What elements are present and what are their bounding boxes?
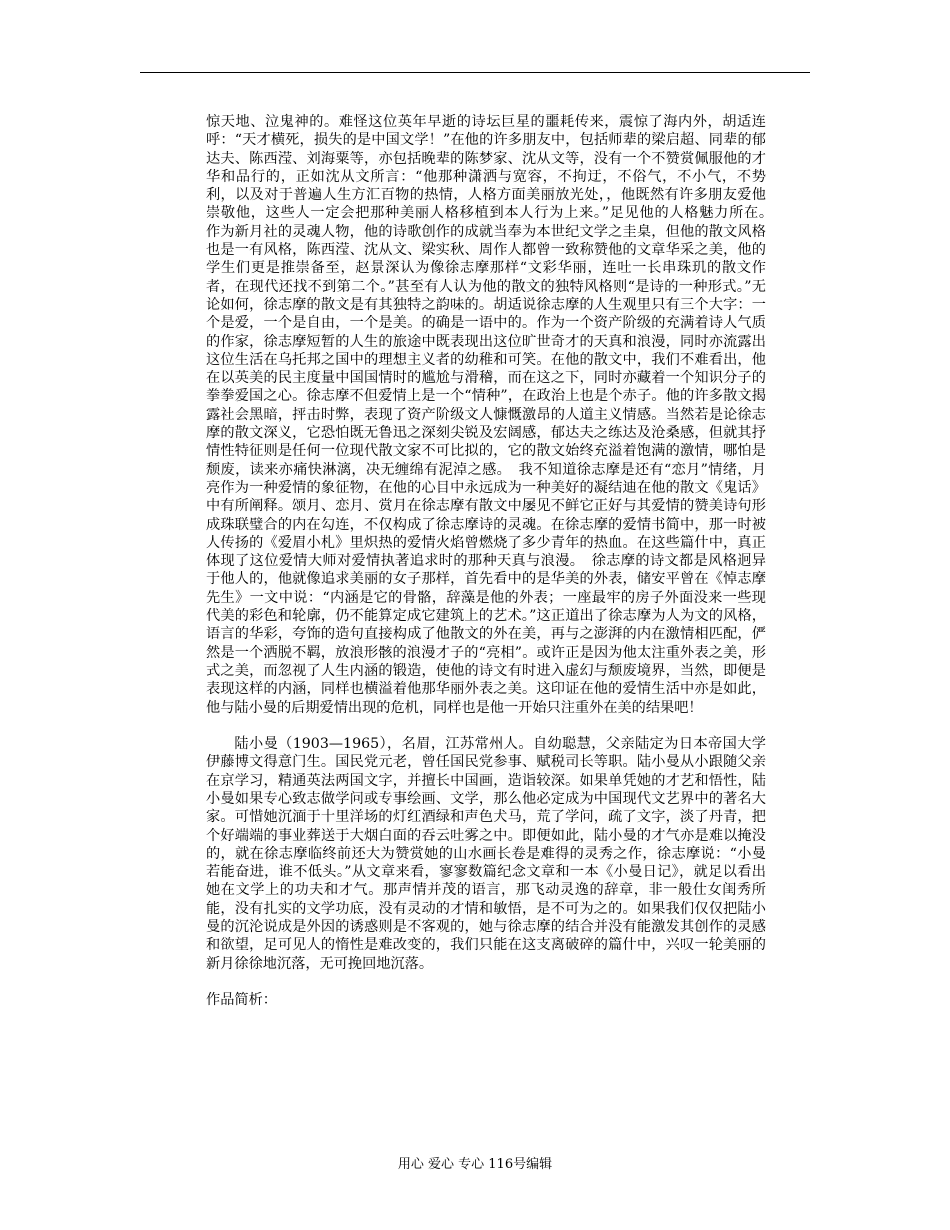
paragraph-xuzhimo-essay: 惊天地、泣鬼神的。难怪这位英年早逝的诗坛巨星的噩耗传来，震惊了海内外，胡适连呼：“天才横死，损失的是中国文学！”在他的许多朋友中，包括师辈的梁启超、同辈的郁达夫、陈西滢、刘海粟等，亦包括晚辈的陈梦家、沈从文等，没有一个不赞赏佩服他的才华和品行的，正如沈从文所言：“他那种潇洒与宽容，不拘迂，不俗气，不小气，不势利，以及对于普遍人生方汇百物的热情，人格方面美丽放光处，，他既然有许多朋友爱他崇敬他，这些人一定会把那种美丽人格移植到本人行为上来。”足见他的人格魅力所在。 作为新月社的灵魂人物，他的诗歌创作的成就当奉为本世纪文学之圭臬，但他的散文风格也是一有风格，陈西滢、沈从文、梁实秋、周作人都曾一致称赞他的文章华采之美，他的学生们更是推崇备至，赵景深认为像徐志摩那样“文彩华丽，连吐一长串珠玑的散文作者，在现代还找不到第二个。”甚至有人认为他的散文的独特风格则“是诗的一种形式。”无论如何，徐志摩的散文是有其独特之韵味的。胡适说徐志摩的人生观里只有三个大字：一个是爱，一个是自由，一个是美。的确是一语中的。作为一个资产阶级的充满着诗人气质的作家，徐志摩短暂的人生的旅途中既表现出这位旷世奇才的天真和浪漫，同时亦流露出这位生活在乌托邦之国中的理想主义者的幼稚和可笑。在他的散文中，我们不难看出，他在以英美的民主度量中国国情时的尴尬与滑稽，而在这之下，同时亦藏着一个知识分子的拳拳爱国之心。徐志摩不但爱情上是一个“情种”，在政治上也是个赤子。他的许多散文揭露社会黑暗，抨击时弊，表现了资产阶级文人慷慨激昂的人道主义情感。当然若是论徐志摩的散文深义，它恐怕既无鲁迅之深刻尖锐及宏阔感，郁达夫之练达及沧桑感，但就其抒情性特征则是任何一位现代散文家不可比拟的，它的散文始终充溢着饱满的激情，哪怕是颓废，读来亦痛快淋漓，决无缠绵有泥淖之感。 我不知道徐志摩是还有“恋月”情绪，月亮作为一种爱情的象征物，在他的心目中永远成为一种美好的凝结迪在他的散文《鬼话》中有所阐释。颂月、恋月、赏月在徐志摩有散文中屡见不鲜它正好与其爱情的赞美诗句形成珠联璧合的内在勾连，不仅构成了徐志摩诗的灵魂。在徐志摩的爱情书简中，那一时被人传扬的《爱眉小札》里炽热的爱情火焰曾燃烧了多少青年的热血。在这些篇什中，真正体现了这位爱情大师对爱情执著追求时的那种天真与浪漫。 徐志摩的诗文都是风格迥异于他人的，他就像追求美丽的女子那样，首先看中的是华美的外表，储安平曾在《悼志摩先生》一文中说：“内涵是它的骨骼，辞藻是他的外表；一座最牢的房子外面没来一些现代美的彩色和轮廓，仍不能算定成它建筑上的艺术。”这正道出了徐志摩为人为文的风格，语言的华彩，夸饰的造句直接构成了他散文的外在美，再与之澎湃的内在激情相匹配，俨然是一个洒脱不羁，放浪形骸的浪漫才子的“亮相”。或许正是因为他太注重外表之美，形式之美，而忽视了人生内涵的锻造，使他的诗文有时进入虚幻与颓废境界，当然，即便是表现这样的内涵，同样也横溢着他那华丽外表之美。这印证在他的爱情生活中亦是如此，他与陆小曼的后期爱情出现的危机，同样也是他一开始只注重外在美的结果吧！ [206,114,781,716]
paragraph-spacer [206,717,766,735]
section-heading-work-analysis: 作品简析： [206,992,277,1009]
document-body [206,113,781,1010]
header-rule [140,72,810,73]
paragraph-spacer [206,973,766,991]
paragraph-luxiaoman-bio: 陆小曼（1903—1965），名眉，江苏常州人。自幼聪慧，父亲陆定为日本帝国大学伊藤博文得意门生。国民党元老，曾任国民党参事、赋税司长等职。陆小曼从小跟随父亲在京学习，精通英法两国文字，并擅长中国画，造诣较深。如果单凭她的才艺和悟性，陆小曼如果专心致志做学问或专事绘画、文学，那么他必定成为中国现代文艺界中的著名大家。可惜她沉湎于十里洋场的灯红酒绿和声色犬马，荒了学问，疏了文字，淡了丹青，把个好端端的事业葬送于大烟白面的吞云吐雾之中。即便如此，陆小曼的才气亦是难以掩没的，就在徐志摩临终前还大为赞赏她的山水画长卷是难得的灵秀之作，徐志摩说：“小曼若能奋进，谁不低头。”从文章来看，寥寥数篇纪念文章和一本《小曼日记》，就足以看出她在文学上的功夫和才气。那声情并茂的语言，那飞动灵逸的辞章，非一般仕女闺秀所能，没有扎实的文学功底，没有灵动的才情和敏悟，是不可为之的。如果我们仅仅把陆小曼的沉沦说成是外因的诱惑则是不客观的，她与徐志摩的结合并没有能激发其创作的灵感和欲望，足可见人的惰性是难改变的，我们只能在这支离破碎的篇什中，兴叹一轮美丽的新月徐徐地沉落，无可挽回地沉落。 [206,736,766,972]
page-footer: 用心 爱心 专心 116号编辑 [397,1157,553,1172]
